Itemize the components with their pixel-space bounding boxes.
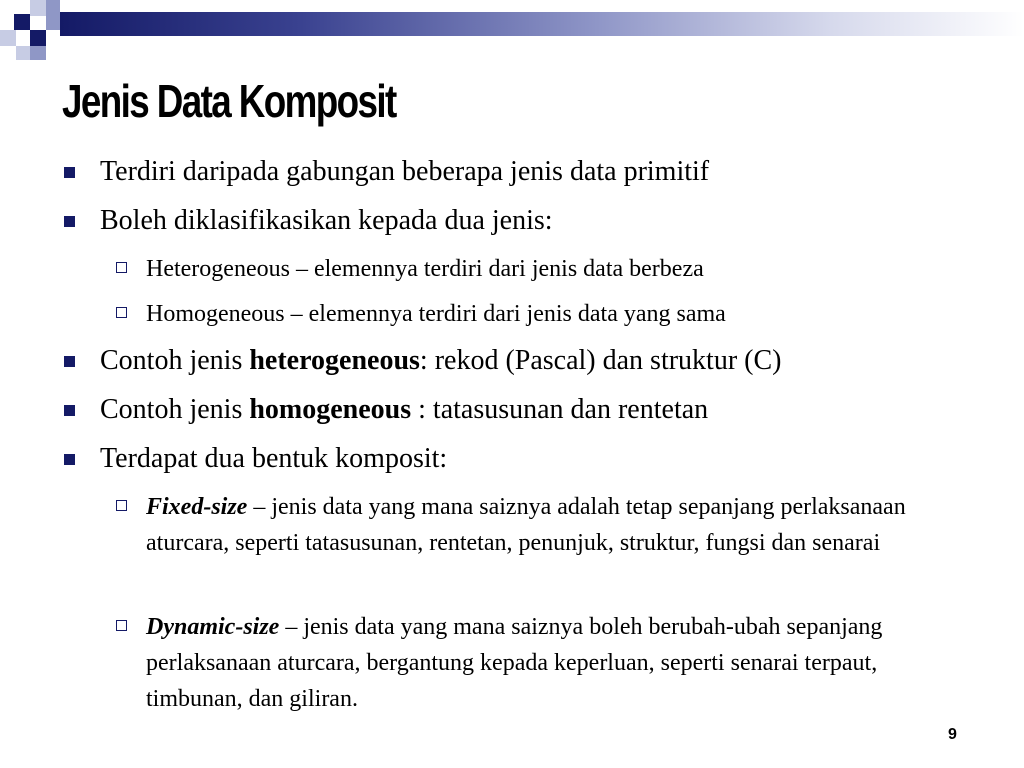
sub-bullet-item: Fixed-size – jenis data yang mana saiznya adalah tetap sepanjang perlaksanaan aturcara, seperti tatasusunan, rentetan, penunjuk, struktur, fungsi dan senarai (146, 489, 946, 561)
page-number: 9 (948, 726, 957, 743)
hollow-square-bullet-icon (116, 307, 127, 318)
bullet-item: Contoh jenis heterogeneous: rekod (Pascal) dan struktur (C) (100, 343, 782, 379)
hollow-square-bullet-icon (116, 620, 127, 631)
hollow-square-bullet-icon (116, 262, 127, 273)
hollow-square-bullet-icon (116, 500, 127, 511)
bullet-item: Terdiri daripada gabungan beberapa jenis data primitif (100, 154, 709, 190)
square-bullet-icon (64, 356, 75, 367)
square-bullet-icon (64, 216, 75, 227)
slide-title: Jenis Data Komposit (62, 75, 396, 127)
square-bullet-icon (64, 405, 75, 416)
sub-bullet-item: Homogeneous – elemennya terdiri dari jenis data yang sama (146, 296, 946, 332)
bullet-item: Contoh jenis homogeneous : tatasusunan dan rentetan (100, 392, 708, 428)
square-bullet-icon (64, 167, 75, 178)
sub-bullet-item: Heterogeneous – elemennya terdiri dari jenis data berbeza (146, 251, 946, 287)
square-bullet-icon (64, 454, 75, 465)
sub-bullet-item: Dynamic-size – jenis data yang mana saiznya boleh berubah-ubah sepanjang perlaksanaan aturcara, bergantung kepada keperluan, seperti senarai terpaut, timbunan, dan giliran. (146, 609, 946, 717)
bullet-item: Terdapat dua bentuk komposit: (100, 441, 447, 477)
bullet-item: Boleh diklasifikasikan kepada dua jenis: (100, 203, 553, 239)
